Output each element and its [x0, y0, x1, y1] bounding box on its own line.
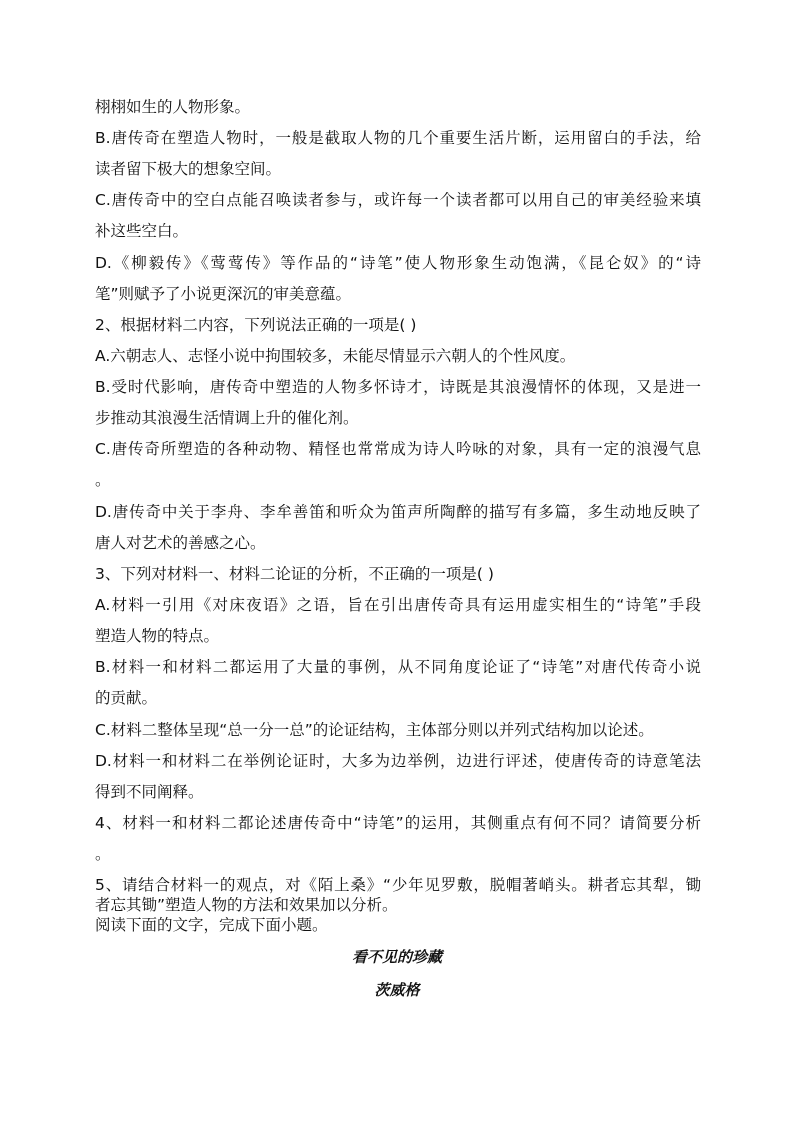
text-line: C.唐传奇中的空白点能召唤读者参与，或许每一个读者都可以用自己的审美经验来填	[95, 191, 701, 209]
article-author: 茨威格	[374, 981, 420, 999]
question-4: 4、材料一和材料二都论述唐传奇中“诗笔”的运用，其侧重点有何不同？请简要分析	[95, 814, 701, 832]
question-3: 3、下列对材料一、材料二论证的分析，不正确的一项是( )	[95, 565, 494, 583]
text-line: 。	[95, 471, 111, 489]
text-line: 。	[95, 845, 111, 863]
question-2: 2、根据材料二内容，下列说法正确的一项是( )	[95, 316, 417, 334]
text-line: 栩栩如生的人物形象。	[95, 98, 251, 116]
text-line: 补这些空白。	[95, 222, 189, 240]
question-5: 5、请结合材料一的观点，对《陌上桑》“少年见罗敷，脱帽著峭头。耕者忘其犁，锄	[95, 876, 701, 894]
reading-instruction: 阅读下面的文字，完成下面小题。	[95, 916, 328, 934]
option-d: D.唐传奇中关于李舟、李牟善笛和听众为笛声所陶醉的描写有多篇，多生动地反映了	[95, 503, 701, 521]
text-line: B.唐传奇在塑造人物时，一般是截取人物的几个重要生活片断，运用留白的手法，给	[95, 129, 701, 147]
text-line: 得到不同阐释。	[95, 783, 204, 801]
option-c: C.唐传奇所塑造的各种动物、精怪也常常成为诗人吟咏的对象，具有一定的浪漫气息	[95, 440, 701, 458]
option-a: A.六朝志人、志怪小说中拘围较多，未能尽情显示六朝人的个性风度。	[95, 347, 576, 365]
text-line: 者忘其锄”塑造人物的方法和效果加以分析。	[95, 896, 398, 914]
text-line: 读者留下极大的想象空间。	[95, 160, 282, 178]
text-line: 塑造人物的特点。	[95, 627, 220, 645]
text-line: 步推动其浪漫生活情调上升的催化剂。	[95, 409, 359, 427]
text-line: 唐人对艺术的善感之心。	[95, 534, 266, 552]
option-b: B.受时代影响，唐传奇中塑造的人物多怀诗才，诗既是其浪漫情怀的体现，又是进一	[95, 378, 701, 396]
text-line: 的贡献。	[95, 689, 158, 707]
option-d: D.材料一和材料二在举例论证时，大多为边举例，边进行评述，使唐传奇的诗意笔法	[95, 752, 701, 770]
text-line: 笔”则赋予了小说更深沉的审美意蕴。	[95, 285, 352, 303]
article-title: 看不见的珍藏	[351, 948, 442, 966]
text-line: D.《柳毅传》《莺莺传》等作品的“诗笔”使人物形象生动饱满，《昆仑奴》的“诗	[95, 254, 701, 272]
option-a: A.材料一引用《对床夜语》之语，旨在引出唐传奇具有运用虚实相生的“诗笔”手段	[95, 596, 701, 614]
option-b: B.材料一和材料二都运用了大量的事例，从不同角度论证了“诗笔”对唐代传奇小说	[95, 658, 701, 676]
option-c: C.材料二整体呈现“总一分一总”的论证结构，主体部分则以并列式结构加以论述。	[95, 721, 654, 739]
